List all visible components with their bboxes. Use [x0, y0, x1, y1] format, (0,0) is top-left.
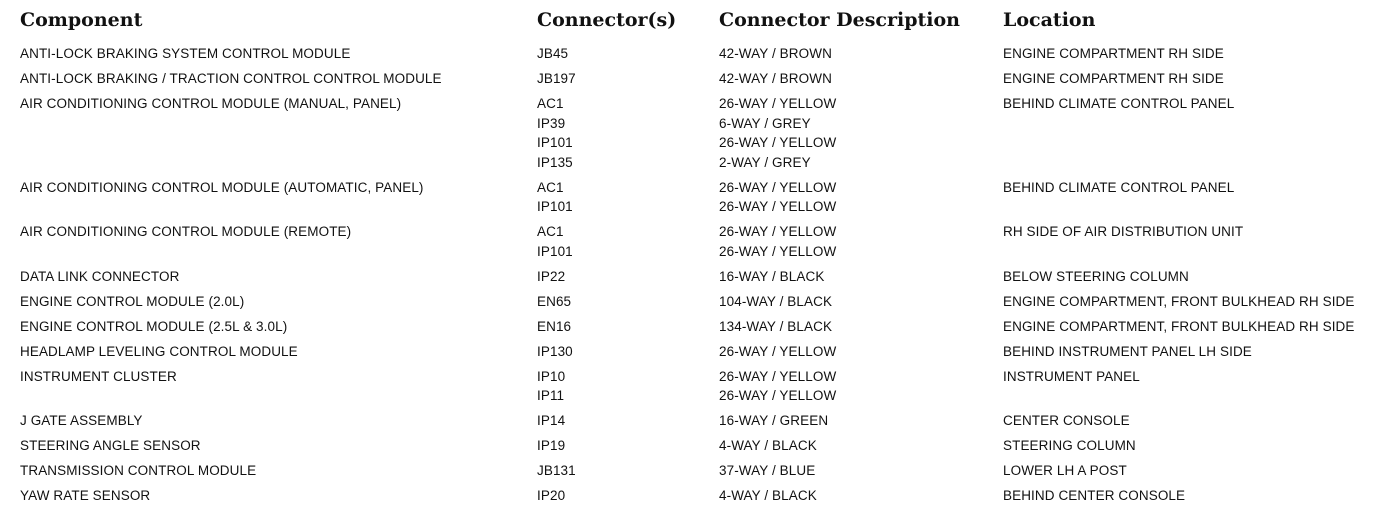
table-row [20, 69, 1392, 94]
location-cell: RH SIDE OF AIR DISTRIBUTION UNIT [1003, 224, 1244, 239]
connector-id: IP101 [537, 135, 573, 150]
component-cell: ANTI-LOCK BRAKING SYSTEM CONTROL MODULE [20, 46, 351, 61]
connectors-cell [537, 44, 568, 64]
component-cell: AIR CONDITIONING CONTROL MODULE (AUTOMATIC, PANEL) [20, 179, 424, 195]
description-cell [719, 411, 828, 431]
location-cell: LOWER LH A POST [1003, 463, 1127, 478]
connectors-cell [537, 222, 573, 261]
table-row [20, 178, 1392, 223]
connector-id: IP11 [537, 388, 565, 403]
connector-id: EN16 [537, 318, 572, 334]
connector-id: IP14 [537, 413, 566, 428]
connector-id: IP130 [537, 343, 573, 359]
connector-description: 104-WAY / BLACK [719, 293, 833, 309]
connector-description: 16-WAY / BLACK [719, 268, 825, 284]
location-cell: BEHIND CLIMATE CONTROL PANEL [1003, 96, 1235, 111]
location-cell: ENGINE COMPARTMENT RH SIDE [1003, 71, 1224, 86]
connector-description: 26-WAY / YELLOW [719, 368, 837, 384]
table-header [20, 0, 1392, 44]
connector-description: 4-WAY / BLACK [719, 488, 817, 503]
location-cell: ENGINE COMPARTMENT, FRONT BULKHEAD RH SIDE [1003, 293, 1355, 309]
component-cell: HEADLAMP LEVELING CONTROL MODULE [20, 343, 298, 359]
connector-id: IP10 [537, 368, 566, 384]
connector-table [20, 0, 1392, 511]
table-row [20, 44, 1392, 69]
description-cell [719, 178, 836, 217]
connector-id: AC1 [537, 224, 564, 239]
location-cell: INSTRUMENT PANEL [1003, 368, 1140, 384]
connectors-cell [537, 292, 571, 312]
location-cell: BEHIND CLIMATE CONTROL PANEL [1003, 179, 1235, 195]
connector-description: 26-WAY / YELLOW [719, 224, 837, 239]
component-cell: INSTRUMENT CLUSTER [20, 368, 177, 384]
component-cell: AIR CONDITIONING CONTROL MODULE (MANUAL, PANEL) [20, 96, 402, 111]
connector-id: IP101 [537, 199, 573, 214]
table-row [20, 292, 1392, 317]
connectors-cell [537, 94, 573, 172]
connector-description: 134-WAY / BLACK [719, 318, 833, 334]
connector-id: JB45 [537, 46, 569, 61]
table-row [20, 367, 1392, 412]
connectors-cell [537, 317, 571, 337]
connector-description: 42-WAY / BROWN [719, 71, 832, 86]
connectors-cell [537, 411, 565, 431]
connector-id: IP135 [537, 154, 573, 170]
component-cell: YAW RATE SENSOR [20, 488, 151, 503]
connector-description: 4-WAY / BLACK [719, 438, 817, 453]
header-component: Component [20, 9, 143, 31]
header-connector-description: Connector Description [719, 9, 960, 31]
description-cell [719, 461, 815, 481]
table-row [20, 342, 1392, 367]
component-cell: ANTI-LOCK BRAKING / TRACTION CONTROL CONTROL MODULE [20, 71, 442, 86]
description-cell [719, 69, 832, 89]
description-cell [719, 292, 832, 312]
description-cell [719, 342, 836, 362]
connector-id: IP22 [537, 268, 566, 284]
connector-id: IP101 [537, 243, 573, 259]
connector-id: IP39 [537, 115, 566, 131]
connectors-cell [537, 486, 565, 506]
table-row [20, 411, 1392, 436]
description-cell [719, 267, 824, 287]
location-cell: ENGINE COMPARTMENT, FRONT BULKHEAD RH SIDE [1003, 318, 1355, 334]
table-row [20, 222, 1392, 267]
connector-id: EN65 [537, 293, 572, 309]
component-cell: AIR CONDITIONING CONTROL MODULE (REMOTE) [20, 224, 352, 239]
connector-description: 42-WAY / BROWN [719, 46, 832, 61]
description-cell [719, 486, 817, 506]
header-location: Location [1003, 9, 1096, 31]
table-row [20, 461, 1392, 486]
header-connectors: Connector(s) [537, 9, 677, 31]
connector-description: 26-WAY / YELLOW [719, 243, 837, 259]
connector-id: AC1 [537, 179, 564, 195]
connectors-cell [537, 367, 565, 406]
description-cell [719, 317, 832, 337]
table-row [20, 317, 1392, 342]
connectors-cell [537, 178, 573, 217]
connectors-cell [537, 436, 565, 456]
component-cell: TRANSMISSION CONTROL MODULE [20, 463, 257, 478]
table-row [20, 436, 1392, 461]
connector-id: IP19 [537, 438, 566, 453]
connector-description: 26-WAY / YELLOW [719, 135, 837, 150]
table-row [20, 267, 1392, 292]
table-body [20, 44, 1392, 511]
component-cell: ENGINE CONTROL MODULE (2.0L) [20, 293, 245, 309]
component-cell: J GATE ASSEMBLY [20, 413, 143, 428]
location-cell: BEHIND CENTER CONSOLE [1003, 488, 1186, 503]
table-row [20, 94, 1392, 178]
description-cell [719, 367, 836, 406]
description-cell [719, 94, 836, 172]
description-cell [719, 44, 832, 64]
location-cell: ENGINE COMPARTMENT RH SIDE [1003, 46, 1224, 61]
connector-description: 2-WAY / GREY [719, 154, 811, 170]
connector-id: JB131 [537, 463, 576, 478]
location-cell: BEHIND INSTRUMENT PANEL LH SIDE [1003, 343, 1252, 359]
component-cell: DATA LINK CONNECTOR [20, 268, 180, 284]
connector-id: IP20 [537, 488, 566, 503]
connector-description: 16-WAY / GREEN [719, 413, 829, 428]
connector-description: 26-WAY / YELLOW [719, 179, 837, 195]
connectors-cell [537, 267, 565, 287]
connector-id: JB197 [537, 71, 576, 86]
connector-description: 26-WAY / YELLOW [719, 343, 837, 359]
connectors-cell [537, 461, 576, 481]
component-cell: ENGINE CONTROL MODULE (2.5L & 3.0L) [20, 318, 288, 334]
connector-description: 6-WAY / GREY [719, 115, 811, 131]
location-cell: BELOW STEERING COLUMN [1003, 268, 1189, 284]
connector-description: 26-WAY / YELLOW [719, 199, 837, 214]
description-cell [719, 436, 817, 456]
component-cell: STEERING ANGLE SENSOR [20, 438, 201, 453]
connector-id: AC1 [537, 96, 564, 111]
connector-description: 26-WAY / YELLOW [719, 388, 837, 403]
table-row [20, 486, 1392, 511]
connectors-cell [537, 69, 576, 89]
description-cell [719, 222, 836, 261]
connector-description: 37-WAY / BLUE [719, 463, 816, 478]
connector-description: 26-WAY / YELLOW [719, 96, 837, 111]
location-cell: CENTER CONSOLE [1003, 413, 1130, 428]
connectors-cell [537, 342, 573, 362]
location-cell: STEERING COLUMN [1003, 438, 1136, 453]
